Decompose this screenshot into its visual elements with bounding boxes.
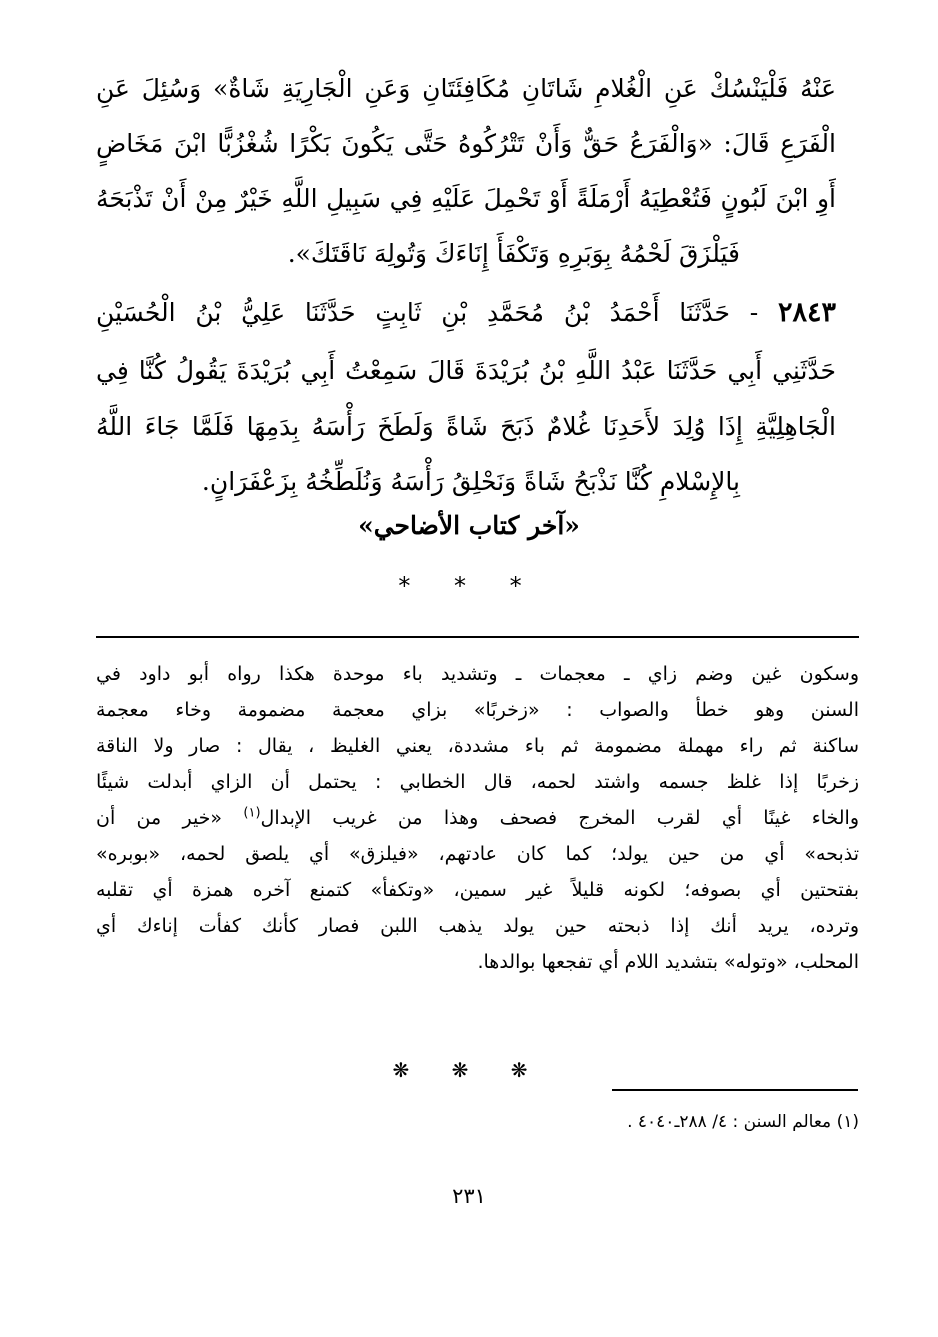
- note-line-5: [96, 800, 859, 837]
- main-text-line-5-body: - حَدَّثَنَا أَحْمَدُ بْنُ مُحَمَّدِ بْنِ ثَابِتٍ حَدَّثَنَا عَلِيُّ بْنُ الْحُسَيْنِ: [96, 298, 759, 327]
- notes-divider-line: [96, 636, 859, 638]
- main-text-line-5: [96, 286, 836, 340]
- note-line-5-body: والخاء غينًا أي لقرب المخرج فصحف وهذا من غريب الإبدال: [260, 807, 859, 829]
- note-line-9: المحلب، «وتوله» بتشديد اللام أي تفجعها بوالدها.: [477, 951, 859, 973]
- main-text-line-2: الْفَرَعِ قَالَ: «وَالْفَرَعُ حَقٌّ وَأَنْ تَتْرُكُوهُ حَتَّى يَكُونَ بَكْرًا شُغْزُبًّا ابْنَ مَخَاضٍ: [96, 129, 836, 158]
- main-text-line-7: الْجَاهِلِيَّةِ إِذَا وُلِدَ لأَحَدِنَا غُلامٌ ذَبَحَ شَاةً وَلَطَخَ رَأْسَهُ بِدَمِهَا فَلَمَّا جَاءَ اللَّهُ: [96, 412, 836, 441]
- footnote-divider-line: [612, 1089, 858, 1091]
- main-text-line-3: أَوِ ابْنَ لَبُونٍ فَتُعْطِيَهُ أَرْمَلَةً أَوْ تَحْمِلَ عَلَيْهِ فِي سَبِيلِ اللَّهِ خَيْرٌ مِنْ أَنْ تَذْبَحَهُ: [96, 184, 836, 213]
- footnote: (١) معالم السنن : ٤/ ٢٨٨ـ٤٠٤٠ .: [627, 1112, 859, 1132]
- note-line-2: السنن وهو خطأ والصواب : «زخربًا» بزاي معجمة مضمومة وخاء معجمة: [96, 699, 859, 721]
- main-text-line-1: عَنْهُ فَلْيَنْسُكْ عَنِ الْغُلامِ شَاتَانِ مُكَافِئَتَانِ وَعَنِ الْجَارِيَةِ شَاةٌ» وَسُئِلَ عَنِ: [96, 74, 836, 103]
- footnote-reference: (١): [243, 805, 261, 821]
- note-line-7: بفتحتين أي بصوفه؛ لكونه قليلاً غير سمين، «وتكفأ» كتمنع آخره همزة أي تقلبه: [96, 879, 859, 901]
- note-line-5-tail: «خير من أن: [96, 807, 223, 829]
- note-line-3: ساكنة ثم راء مهملة مضمومة ثم باء مشددة، يعني الغليظ ، يقال : صار ولا الناقة: [96, 735, 859, 757]
- main-text-line-8: بِالإِسْلامِ كُنَّا نَذْبَحُ شَاةً وَنَحْلِقُ رَأْسَهُ وَنُلَطِّخُهُ بِزَعْفَرَانٍ.: [201, 467, 740, 496]
- note-line-8: وترده، يريد أنك إذا ذبحته حين يولد يذهب اللبن فصار كأنك كفأت إناءك أي: [96, 915, 859, 937]
- hadith-number: ٢٨٤٣: [777, 297, 836, 328]
- note-line-6: تذبحه» أي من حين يولد؛ كما كان عادتهم، «فيلزق» أي يلصق لحمه، «بوبره»: [96, 843, 859, 865]
- notes-separator: ❋ ❋ ❋: [392, 1058, 546, 1082]
- note-line-1: وسكون غين وضم زاي ـ معجمات ـ وتشديد باء موحدة هكذا رواه أبو داود في: [96, 663, 859, 685]
- note-line-4: زخربًا إذا غلظ جسمه واشتد لحمه، قال الخطابي : يحتمل أن الزاي أبدلت شيئًا: [96, 771, 859, 793]
- section-separator: * * *: [398, 572, 540, 600]
- chapter-end-title: «آخر كتاب الأضاحي»: [358, 511, 580, 540]
- main-text-line-4: فَيَلْزَقَ لَحْمُهُ بِوَبَرِهِ وَتَكْفَأَ إِنَاءَكَ وَتُولِهَ نَاقَتَكَ».: [287, 239, 740, 268]
- page-number: ٢٣١: [452, 1184, 486, 1208]
- main-text-line-6: حَدَّثَنِي أَبِي حَدَّثَنَا عَبْدُ اللَّهِ بْنُ بُرَيْدَةَ قَالَ سَمِعْتُ أَبِي بُرَيْدَةَ يَقُولُ كُنَّا فِي: [96, 356, 836, 385]
